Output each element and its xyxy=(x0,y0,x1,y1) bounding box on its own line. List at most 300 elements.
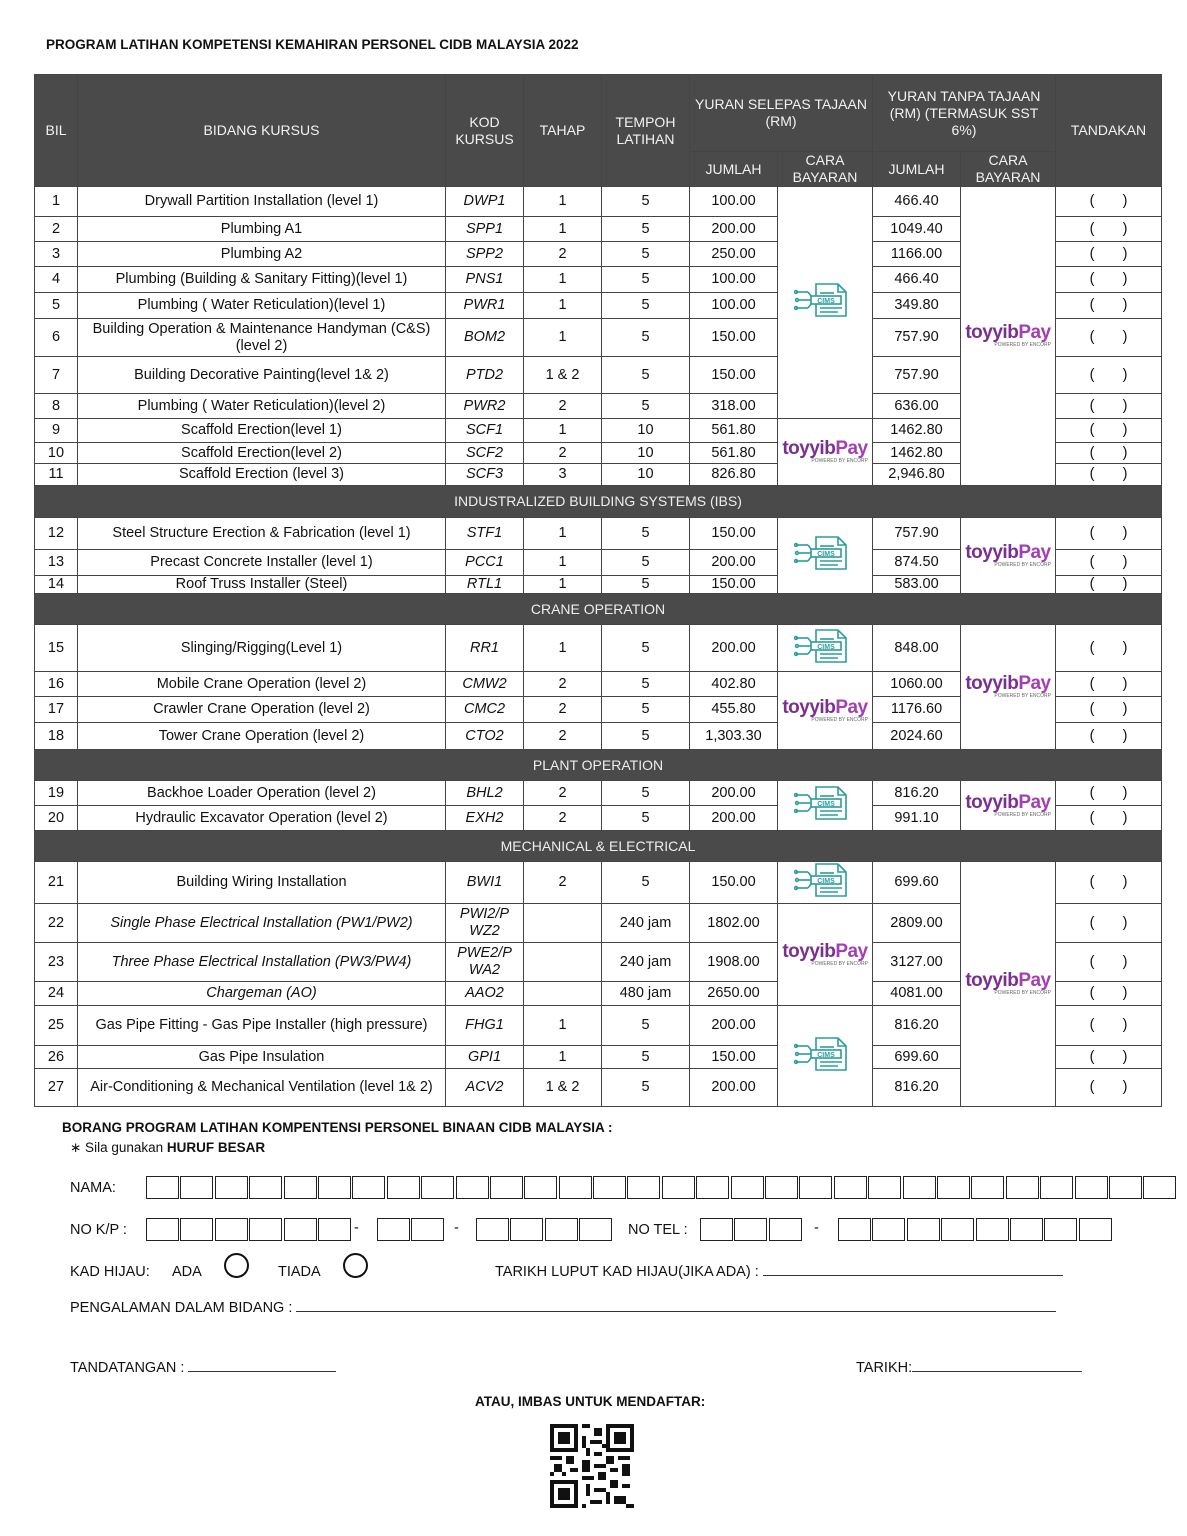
row-bil: 26 xyxy=(35,1046,78,1069)
entry-box[interactable] xyxy=(490,1176,523,1199)
entry-box[interactable] xyxy=(1044,1218,1077,1241)
row-bil: 12 xyxy=(35,518,78,550)
entry-box[interactable] xyxy=(318,1218,351,1241)
row-course-code: CMC2 xyxy=(446,697,524,723)
row-tahap: 2 xyxy=(524,806,602,831)
row-course-name: Plumbing (Building & Sanitary Fitting)(level 1) xyxy=(78,267,446,293)
row-course-name: Three Phase Electrical Installation (PW3/PW4) xyxy=(78,943,446,982)
row-course-code: BHL2 xyxy=(446,781,524,806)
cims-label: CIMS xyxy=(817,551,835,558)
cims-label: CIMS xyxy=(817,878,835,885)
row-jumlah-tanpa: 349.80 xyxy=(873,293,961,319)
row-course-name: Building Decorative Painting(level 1& 2) xyxy=(78,357,446,394)
row-jumlah-selepas: 150.00 xyxy=(690,518,778,550)
header-jumlah: JUMLAH xyxy=(690,152,778,187)
entry-box[interactable] xyxy=(215,1176,248,1199)
row-tahap: 1 xyxy=(524,550,602,576)
toyyibpay-logo: toyyibPay POWERED BY ENCORP xyxy=(782,696,868,723)
row-tahap: 2 xyxy=(524,394,602,419)
row-tandakan-checkbox[interactable]: ( ) xyxy=(1056,293,1162,319)
row-tempoh: 5 xyxy=(602,625,690,672)
row-bil: 18 xyxy=(35,723,78,750)
row-course-name: Plumbing A1 xyxy=(78,217,446,242)
payment-toyyibpay xyxy=(778,419,873,486)
row-jumlah-tanpa: 1462.80 xyxy=(873,443,961,464)
row-tandakan-checkbox[interactable]: ( ) xyxy=(1056,781,1162,806)
row-jumlah-tanpa: 3127.00 xyxy=(873,943,961,982)
toyyibpay-logo: toyyibPay POWERED BY ENCORP xyxy=(965,541,1051,568)
row-tempoh: 5 xyxy=(602,723,690,750)
row-jumlah-tanpa: 4081.00 xyxy=(873,982,961,1006)
row-course-name: Chargeman (AO) xyxy=(78,982,446,1006)
row-course-name: Plumbing ( Water Reticulation)(level 1) xyxy=(78,293,446,319)
entry-box[interactable] xyxy=(249,1176,282,1199)
entry-box[interactable] xyxy=(941,1218,974,1241)
entry-box[interactable] xyxy=(1006,1176,1039,1199)
header-yuran-selepas: YURAN SELEPAS TAJAAN (RM) xyxy=(690,75,873,152)
row-jumlah-tanpa: 699.60 xyxy=(873,1046,961,1069)
cims-document-icon xyxy=(794,1036,856,1072)
row-tahap xyxy=(524,904,602,943)
row-course-code: PCC1 xyxy=(446,550,524,576)
dash: - xyxy=(354,1220,359,1236)
row-tandakan-checkbox[interactable]: ( ) xyxy=(1056,943,1162,982)
ada-radio[interactable] xyxy=(224,1253,249,1278)
row-tahap: 1 xyxy=(524,625,602,672)
row-course-code: SCF1 xyxy=(446,419,524,443)
entry-box[interactable] xyxy=(476,1218,509,1241)
table-row xyxy=(35,518,1162,550)
row-tempoh: 5 xyxy=(602,1046,690,1069)
entry-box[interactable] xyxy=(146,1176,179,1199)
entry-box[interactable] xyxy=(377,1218,410,1241)
row-course-code: GPI1 xyxy=(446,1046,524,1069)
row-bil: 9 xyxy=(35,419,78,443)
row-course-code: PWE2/P WA2 xyxy=(446,943,524,982)
row-tempoh: 5 xyxy=(602,293,690,319)
row-tahap: 1 xyxy=(524,518,602,550)
entry-box[interactable] xyxy=(907,1218,940,1241)
row-course-code: CMW2 xyxy=(446,672,524,697)
row-tandakan-checkbox[interactable]: ( ) xyxy=(1056,862,1162,904)
row-tandakan-checkbox[interactable]: ( ) xyxy=(1056,1046,1162,1069)
row-course-name: Scaffold Erection (level 3) xyxy=(78,464,446,486)
row-tahap: 1 xyxy=(524,1046,602,1069)
row-tandakan-checkbox[interactable]: ( ) xyxy=(1056,518,1162,550)
row-tempoh: 5 xyxy=(602,518,690,550)
row-tempoh: 5 xyxy=(602,242,690,267)
row-tandakan-checkbox[interactable]: ( ) xyxy=(1056,723,1162,750)
row-course-name: Steel Structure Erection & Fabrication (level 1) xyxy=(78,518,446,550)
entry-box[interactable] xyxy=(456,1176,489,1199)
entry-box[interactable] xyxy=(387,1176,420,1199)
table-row xyxy=(35,781,1162,806)
row-tempoh: 10 xyxy=(602,443,690,464)
header-jumlah: JUMLAH xyxy=(873,152,961,187)
payment-toyyibpay xyxy=(961,625,1056,750)
row-tahap: 2 xyxy=(524,443,602,464)
tarikh-label: TARIKH: xyxy=(856,1360,1082,1376)
cims-document-icon xyxy=(794,862,856,898)
row-course-name: Gas Pipe Insulation xyxy=(78,1046,446,1069)
entry-box[interactable] xyxy=(734,1218,767,1241)
row-jumlah-tanpa: 699.60 xyxy=(873,862,961,904)
row-tempoh: 5 xyxy=(602,576,690,594)
row-course-code: RR1 xyxy=(446,625,524,672)
row-jumlah-selepas: 200.00 xyxy=(690,625,778,672)
section-row xyxy=(35,594,1162,625)
row-jumlah-selepas: 200.00 xyxy=(690,550,778,576)
row-tandakan-checkbox[interactable]: ( ) xyxy=(1056,319,1162,357)
header-bil: BIL xyxy=(35,75,78,187)
toyyibpay-logo: toyyibPay POWERED BY ENCORP xyxy=(782,940,868,967)
entry-box[interactable] xyxy=(872,1218,905,1241)
row-tandakan-checkbox[interactable]: ( ) xyxy=(1056,187,1162,217)
cims-document-icon xyxy=(794,628,856,664)
row-tandakan-checkbox[interactable]: ( ) xyxy=(1056,217,1162,242)
row-tahap: 1 & 2 xyxy=(524,357,602,394)
entry-box[interactable] xyxy=(215,1218,248,1241)
row-tahap: 1 xyxy=(524,319,602,357)
row-tandakan-checkbox[interactable]: ( ) xyxy=(1056,1006,1162,1046)
row-tempoh: 5 xyxy=(602,1006,690,1046)
dash: - xyxy=(454,1220,459,1236)
row-tahap: 3 xyxy=(524,464,602,486)
kad-hijau-label: KAD HIJAU: xyxy=(70,1264,150,1280)
row-bil: 23 xyxy=(35,943,78,982)
row-tempoh: 240 jam xyxy=(602,904,690,943)
row-course-name: Plumbing ( Water Reticulation)(level 2) xyxy=(78,394,446,419)
notel-boxes-2[interactable] xyxy=(838,1218,1113,1241)
row-bil: 3 xyxy=(35,242,78,267)
row-jumlah-selepas: 100.00 xyxy=(690,187,778,217)
row-tandakan-checkbox[interactable]: ( ) xyxy=(1056,394,1162,419)
entry-box[interactable] xyxy=(318,1176,351,1199)
payment-toyyibpay xyxy=(961,781,1056,831)
row-bil: 20 xyxy=(35,806,78,831)
row-tempoh: 5 xyxy=(602,1069,690,1107)
row-jumlah-selepas: 2650.00 xyxy=(690,982,778,1006)
row-jumlah-tanpa: 757.90 xyxy=(873,518,961,550)
row-jumlah-selepas: 1908.00 xyxy=(690,943,778,982)
row-course-name: Precast Concrete Installer (level 1) xyxy=(78,550,446,576)
row-jumlah-tanpa: 1462.80 xyxy=(873,419,961,443)
row-bil: 8 xyxy=(35,394,78,419)
entry-box[interactable] xyxy=(765,1176,798,1199)
row-course-name: Drywall Partition Installation (level 1) xyxy=(78,187,446,217)
row-course-name: Crawler Crane Operation (level 2) xyxy=(78,697,446,723)
header-tempoh: TEMPOH LATIHAN xyxy=(602,75,690,187)
entry-box[interactable] xyxy=(579,1218,612,1241)
row-bil: 7 xyxy=(35,357,78,394)
entry-box[interactable] xyxy=(1109,1176,1142,1199)
row-tempoh: 5 xyxy=(602,394,690,419)
pengalaman-line[interactable] xyxy=(296,1311,1056,1312)
row-course-name: Air-Conditioning & Mechanical Ventilation (level 1& 2) xyxy=(78,1069,446,1107)
row-tandakan-checkbox[interactable]: ( ) xyxy=(1056,625,1162,672)
row-tandakan-checkbox[interactable]: ( ) xyxy=(1056,806,1162,831)
toyyibpay-logo: toyyibPay POWERED BY ENCORP xyxy=(965,791,1051,818)
row-course-name: Plumbing A2 xyxy=(78,242,446,267)
dash: - xyxy=(814,1220,819,1236)
nokp-boxes-3[interactable] xyxy=(476,1218,614,1241)
row-jumlah-selepas: 1,303.30 xyxy=(690,723,778,750)
entry-box[interactable] xyxy=(180,1218,213,1241)
tiada-radio[interactable] xyxy=(343,1253,368,1278)
payment-toyyibpay xyxy=(778,672,873,750)
entry-box[interactable] xyxy=(421,1176,454,1199)
payment-toyyibpay xyxy=(778,904,873,1006)
entry-box[interactable] xyxy=(510,1218,543,1241)
toyyibpay-logo: toyyibPay POWERED BY ENCORP xyxy=(965,970,1051,996)
row-jumlah-tanpa: 757.90 xyxy=(873,319,961,357)
payment-toyyibpay xyxy=(961,518,1056,594)
header-yuran-tanpa: YURAN TANPA TAJAAN (RM) (TERMASUK SST 6%) xyxy=(873,75,1056,152)
row-tempoh: 5 xyxy=(602,357,690,394)
row-tandakan-checkbox[interactable]: ( ) xyxy=(1056,1069,1162,1107)
row-bil: 4 xyxy=(35,267,78,293)
payment-cims xyxy=(778,862,873,904)
row-course-name: Roof Truss Installer (Steel) xyxy=(78,576,446,594)
row-tempoh: 5 xyxy=(602,187,690,217)
section-title: INDUSTRALIZED BUILDING SYSTEMS (IBS) xyxy=(35,486,1162,518)
registration-qr-code[interactable] xyxy=(550,1424,634,1508)
row-course-code: SCF3 xyxy=(446,464,524,486)
entry-box[interactable] xyxy=(559,1176,592,1199)
cims-document-icon xyxy=(794,535,856,571)
row-jumlah-tanpa: 583.00 xyxy=(873,576,961,594)
nama-boxes[interactable] xyxy=(146,1176,1178,1199)
row-tempoh: 10 xyxy=(602,464,690,486)
entry-box[interactable] xyxy=(352,1176,385,1199)
row-tempoh: 5 xyxy=(602,862,690,904)
row-jumlah-tanpa: 636.00 xyxy=(873,394,961,419)
row-jumlah-selepas: 561.80 xyxy=(690,419,778,443)
entry-box[interactable] xyxy=(696,1176,729,1199)
tarikh-luput-line[interactable] xyxy=(763,1275,1063,1276)
entry-box[interactable] xyxy=(411,1218,444,1241)
entry-box[interactable] xyxy=(834,1176,867,1199)
row-course-name: Building Wiring Installation xyxy=(78,862,446,904)
row-bil: 10 xyxy=(35,443,78,464)
form-heading: BORANG PROGRAM LATIHAN KOMPENTENSI PERSONEL BINAAN CIDB MALAYSIA : xyxy=(62,1120,613,1135)
table-row xyxy=(35,862,1162,904)
payment-cims xyxy=(778,625,873,672)
tarikh-luput-label: TARIKH LUPUT KAD HIJAU(JIKA ADA) : xyxy=(495,1264,1063,1280)
section-row xyxy=(35,831,1162,862)
row-course-code: DWP1 xyxy=(446,187,524,217)
row-jumlah-selepas: 1802.00 xyxy=(690,904,778,943)
row-course-name: Building Operation & Maintenance Handyman (C&S) (level 2) xyxy=(78,319,446,357)
row-bil: 5 xyxy=(35,293,78,319)
row-bil: 22 xyxy=(35,904,78,943)
row-tandakan-checkbox[interactable]: ( ) xyxy=(1056,443,1162,464)
entry-box[interactable] xyxy=(1143,1176,1176,1199)
entry-box[interactable] xyxy=(868,1176,901,1199)
row-bil: 24 xyxy=(35,982,78,1006)
row-jumlah-tanpa: 2809.00 xyxy=(873,904,961,943)
scan-label: ATAU, IMBAS UNTUK MENDAFTAR: xyxy=(475,1394,706,1409)
tandatangan-line[interactable] xyxy=(188,1371,336,1372)
row-tandakan-checkbox[interactable]: ( ) xyxy=(1056,672,1162,697)
row-tahap: 1 xyxy=(524,576,602,594)
nokp-boxes-2[interactable] xyxy=(377,1218,446,1241)
header-bidang: BIDANG KURSUS xyxy=(78,75,446,187)
row-bil: 11 xyxy=(35,464,78,486)
row-course-code: RTL1 xyxy=(446,576,524,594)
row-jumlah-selepas: 150.00 xyxy=(690,862,778,904)
ada-label: ADA xyxy=(172,1264,202,1280)
row-course-code: PTD2 xyxy=(446,357,524,394)
payment-cims xyxy=(778,518,873,594)
entry-box[interactable] xyxy=(627,1176,660,1199)
row-jumlah-selepas: 318.00 xyxy=(690,394,778,419)
row-tandakan-checkbox[interactable]: ( ) xyxy=(1056,419,1162,443)
row-jumlah-tanpa: 816.20 xyxy=(873,1069,961,1107)
header-cara-bayaran: CARA BAYARAN xyxy=(961,152,1056,187)
row-tandakan-checkbox[interactable]: ( ) xyxy=(1056,982,1162,1006)
entry-box[interactable] xyxy=(700,1218,733,1241)
cims-label: CIMS xyxy=(817,1051,835,1059)
row-tandakan-checkbox[interactable]: ( ) xyxy=(1056,357,1162,394)
row-course-code: STF1 xyxy=(446,518,524,550)
row-jumlah-selepas: 561.80 xyxy=(690,443,778,464)
row-jumlah-selepas: 200.00 xyxy=(690,781,778,806)
tandatangan-label: TANDATANGAN : xyxy=(70,1360,336,1376)
table-row xyxy=(35,625,1162,672)
row-tandakan-checkbox[interactable]: ( ) xyxy=(1056,267,1162,293)
section-row xyxy=(35,750,1162,781)
entry-box[interactable] xyxy=(593,1176,626,1199)
row-jumlah-selepas: 150.00 xyxy=(690,319,778,357)
row-bil: 17 xyxy=(35,697,78,723)
entry-box[interactable] xyxy=(1040,1176,1073,1199)
entry-box[interactable] xyxy=(524,1176,557,1199)
entry-box[interactable] xyxy=(838,1218,871,1241)
row-jumlah-tanpa: 874.50 xyxy=(873,550,961,576)
row-course-code: SPP1 xyxy=(446,217,524,242)
entry-box[interactable] xyxy=(1075,1176,1108,1199)
entry-box[interactable] xyxy=(1079,1218,1112,1241)
row-course-code: SPP2 xyxy=(446,242,524,267)
course-table xyxy=(34,74,1162,1107)
entry-box[interactable] xyxy=(146,1218,179,1241)
row-jumlah-tanpa: 757.90 xyxy=(873,357,961,394)
row-bil: 13 xyxy=(35,550,78,576)
notel-boxes-1[interactable] xyxy=(700,1218,803,1241)
entry-box[interactable] xyxy=(1010,1218,1043,1241)
payment-cims xyxy=(778,187,873,419)
row-bil: 14 xyxy=(35,576,78,594)
row-tahap: 2 xyxy=(524,697,602,723)
row-bil: 15 xyxy=(35,625,78,672)
row-tempoh: 240 jam xyxy=(602,943,690,982)
section-title: MECHANICAL & ELECTRICAL xyxy=(35,831,1162,862)
entry-box[interactable] xyxy=(180,1176,213,1199)
cims-document-icon xyxy=(794,282,856,318)
row-bil: 21 xyxy=(35,862,78,904)
nokp-label: NO K/P : xyxy=(70,1222,127,1238)
row-bil: 6 xyxy=(35,319,78,357)
row-course-code: BWI1 xyxy=(446,862,524,904)
header-cara-bayaran: CARA BAYARAN xyxy=(778,152,873,187)
row-tandakan-checkbox[interactable]: ( ) xyxy=(1056,550,1162,576)
row-tempoh: 480 jam xyxy=(602,982,690,1006)
row-bil: 19 xyxy=(35,781,78,806)
row-tempoh: 5 xyxy=(602,267,690,293)
row-bil: 1 xyxy=(35,187,78,217)
row-jumlah-tanpa: 2024.60 xyxy=(873,723,961,750)
row-course-code: AAO2 xyxy=(446,982,524,1006)
row-course-code: FHG1 xyxy=(446,1006,524,1046)
nokp-boxes-1[interactable] xyxy=(146,1218,352,1241)
entry-box[interactable] xyxy=(769,1218,802,1241)
form-note: ∗ Sila gunakan HURUF BESAR xyxy=(70,1140,266,1155)
tarikh-line[interactable] xyxy=(912,1371,1082,1372)
row-tahap: 1 & 2 xyxy=(524,1069,602,1107)
row-jumlah-selepas: 150.00 xyxy=(690,357,778,394)
row-course-name: Mobile Crane Operation (level 2) xyxy=(78,672,446,697)
header-tahap: TAHAP xyxy=(524,75,602,187)
row-tandakan-checkbox[interactable]: ( ) xyxy=(1056,697,1162,723)
toyyibpay-logo: toyyibPay POWERED BY ENCORP xyxy=(965,322,1051,348)
notel-label: NO TEL : xyxy=(628,1222,688,1238)
entry-box[interactable] xyxy=(799,1176,832,1199)
entry-box[interactable] xyxy=(903,1176,936,1199)
row-tahap: 1 xyxy=(524,267,602,293)
row-jumlah-tanpa: 1176.60 xyxy=(873,697,961,723)
row-tempoh: 10 xyxy=(602,419,690,443)
section-title: PLANT OPERATION xyxy=(35,750,1162,781)
row-bil: 27 xyxy=(35,1069,78,1107)
row-course-code: PWI2/P WZ2 xyxy=(446,904,524,943)
row-tahap: 1 xyxy=(524,419,602,443)
entry-box[interactable] xyxy=(284,1176,317,1199)
toyyibpay-logo: toyyibPay POWERED BY ENCORP xyxy=(965,673,1051,699)
row-tahap xyxy=(524,982,602,1006)
payment-toyyibpay xyxy=(961,187,1056,486)
row-jumlah-tanpa: 1049.40 xyxy=(873,217,961,242)
cims-document-icon xyxy=(794,785,856,821)
row-jumlah-tanpa: 2,946.80 xyxy=(873,464,961,486)
row-jumlah-selepas: 200.00 xyxy=(690,1069,778,1107)
entry-box[interactable] xyxy=(976,1218,1009,1241)
row-course-name: Tower Crane Operation (level 2) xyxy=(78,723,446,750)
payment-cims xyxy=(778,1006,873,1107)
entry-box[interactable] xyxy=(545,1218,578,1241)
row-tandakan-checkbox[interactable]: ( ) xyxy=(1056,904,1162,943)
entry-box[interactable] xyxy=(662,1176,695,1199)
row-course-code: EXH2 xyxy=(446,806,524,831)
row-tahap: 1 xyxy=(524,187,602,217)
table-row xyxy=(35,187,1162,217)
row-tandakan-checkbox[interactable]: ( ) xyxy=(1056,576,1162,594)
entry-box[interactable] xyxy=(284,1218,317,1241)
row-tempoh: 5 xyxy=(602,217,690,242)
row-jumlah-tanpa: 466.40 xyxy=(873,187,961,217)
entry-box[interactable] xyxy=(731,1176,764,1199)
row-tandakan-checkbox[interactable]: ( ) xyxy=(1056,242,1162,267)
row-course-code: ACV2 xyxy=(446,1069,524,1107)
entry-box[interactable] xyxy=(249,1218,282,1241)
toyyibpay-logo: toyyibPay POWERED BY ENCORP xyxy=(782,438,868,464)
entry-box[interactable] xyxy=(971,1176,1004,1199)
row-course-code: PWR2 xyxy=(446,394,524,419)
entry-box[interactable] xyxy=(937,1176,970,1199)
cims-label: CIMS xyxy=(817,643,835,651)
row-course-code: SCF2 xyxy=(446,443,524,464)
row-tandakan-checkbox[interactable]: ( ) xyxy=(1056,464,1162,486)
